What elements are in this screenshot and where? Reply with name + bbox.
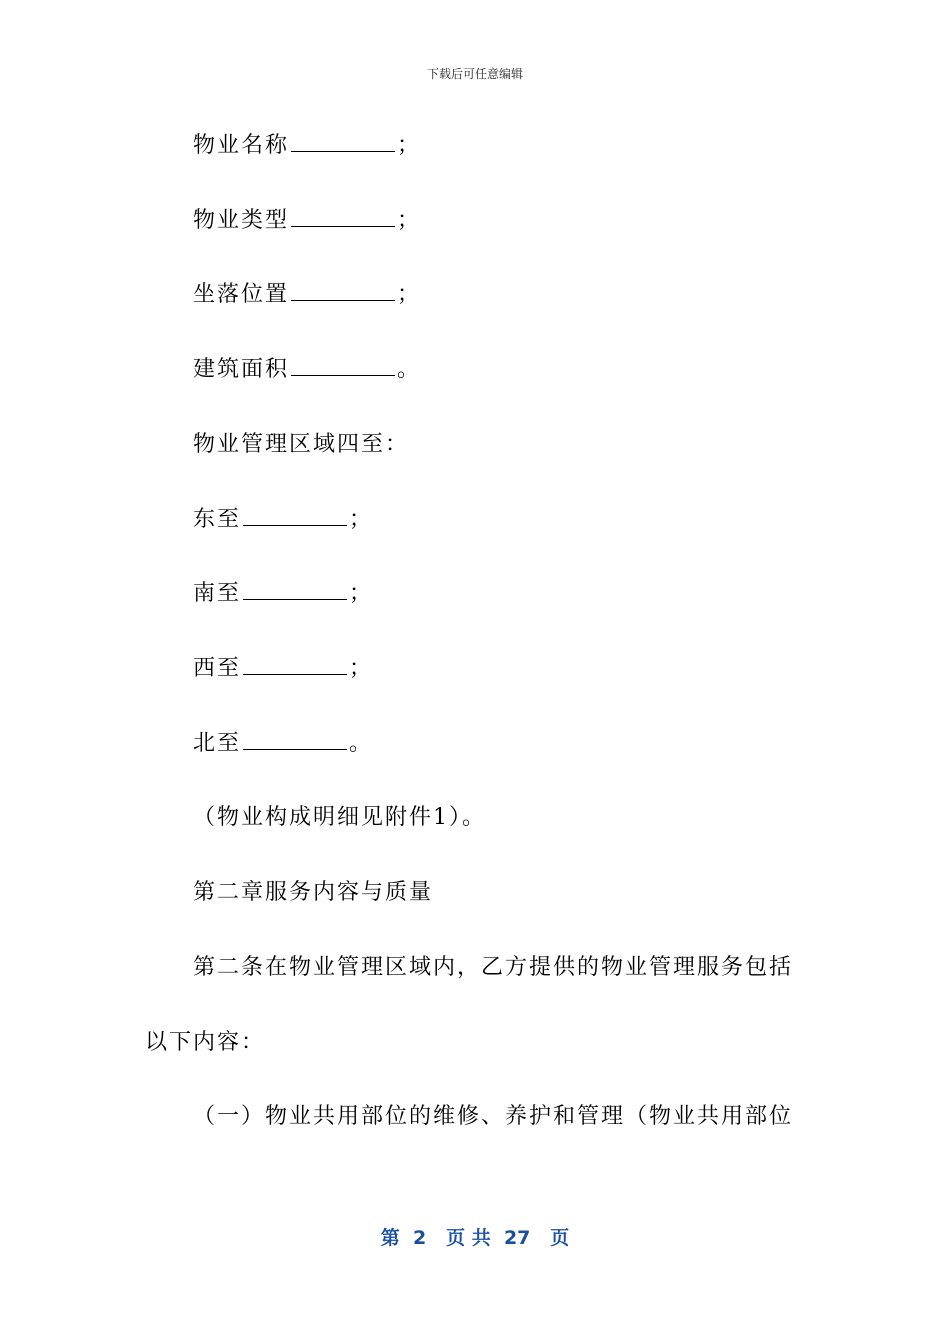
attachment-note: （物业构成明细见附件1）。 (193, 805, 486, 830)
field-east-boundary (193, 505, 373, 535)
field-label: 坐落位置 (193, 282, 290, 307)
chapter-heading: 第二章服务内容与质量 (193, 880, 434, 905)
clause-paragraph-line-1: （一）物业共用部位的维修、养护和管理（物业共用部位 (193, 1104, 794, 1129)
footer-prefix: 第 (380, 1227, 400, 1249)
article-paragraph-line-1: 第二条在物业管理区域内，乙方提供的物业管理服务包括 (193, 955, 794, 980)
punctuation: ； (349, 581, 374, 606)
punctuation: ； (397, 282, 422, 307)
current-page-number: 2 (412, 1227, 427, 1249)
field-south-boundary (193, 579, 373, 609)
fill-in-blank[interactable] (243, 729, 347, 750)
field-north-boundary (193, 729, 373, 759)
fill-in-blank[interactable] (291, 355, 395, 376)
footer-middle: 页 共 (446, 1227, 491, 1249)
fill-in-blank[interactable] (291, 206, 395, 227)
field-label: 物业名称 (193, 133, 290, 158)
punctuation: ； (349, 507, 374, 532)
punctuation: ； (397, 133, 422, 158)
fill-in-blank[interactable] (243, 654, 347, 675)
page-header: 下载后可任意编辑 (426, 67, 523, 81)
punctuation: ； (349, 656, 374, 681)
fill-in-blank[interactable] (243, 505, 347, 526)
total-page-count: 27 (503, 1227, 531, 1249)
field-west-boundary (193, 654, 373, 684)
footer-suffix: 页 (550, 1227, 570, 1249)
field-label: 北至 (193, 731, 242, 756)
field-label: 西至 (193, 656, 242, 681)
fill-in-blank[interactable] (291, 280, 395, 301)
field-label: 南至 (193, 581, 242, 606)
field-label: 建筑面积 (193, 357, 290, 382)
punctuation: 。 (397, 357, 422, 382)
field-building-area (193, 355, 421, 385)
punctuation: 。 (349, 731, 374, 756)
field-property-type (193, 206, 421, 236)
boundaries-heading: 物业管理区域四至： (193, 432, 410, 457)
field-property-name (193, 131, 421, 161)
punctuation: ； (397, 208, 422, 233)
field-label: 东至 (193, 507, 242, 532)
page-footer (0, 1225, 950, 1251)
fill-in-blank[interactable] (291, 131, 395, 152)
field-label: 物业类型 (193, 208, 290, 233)
fill-in-blank[interactable] (243, 579, 347, 600)
field-location (193, 280, 421, 310)
article-paragraph-line-2: 以下内容： (145, 1030, 266, 1055)
